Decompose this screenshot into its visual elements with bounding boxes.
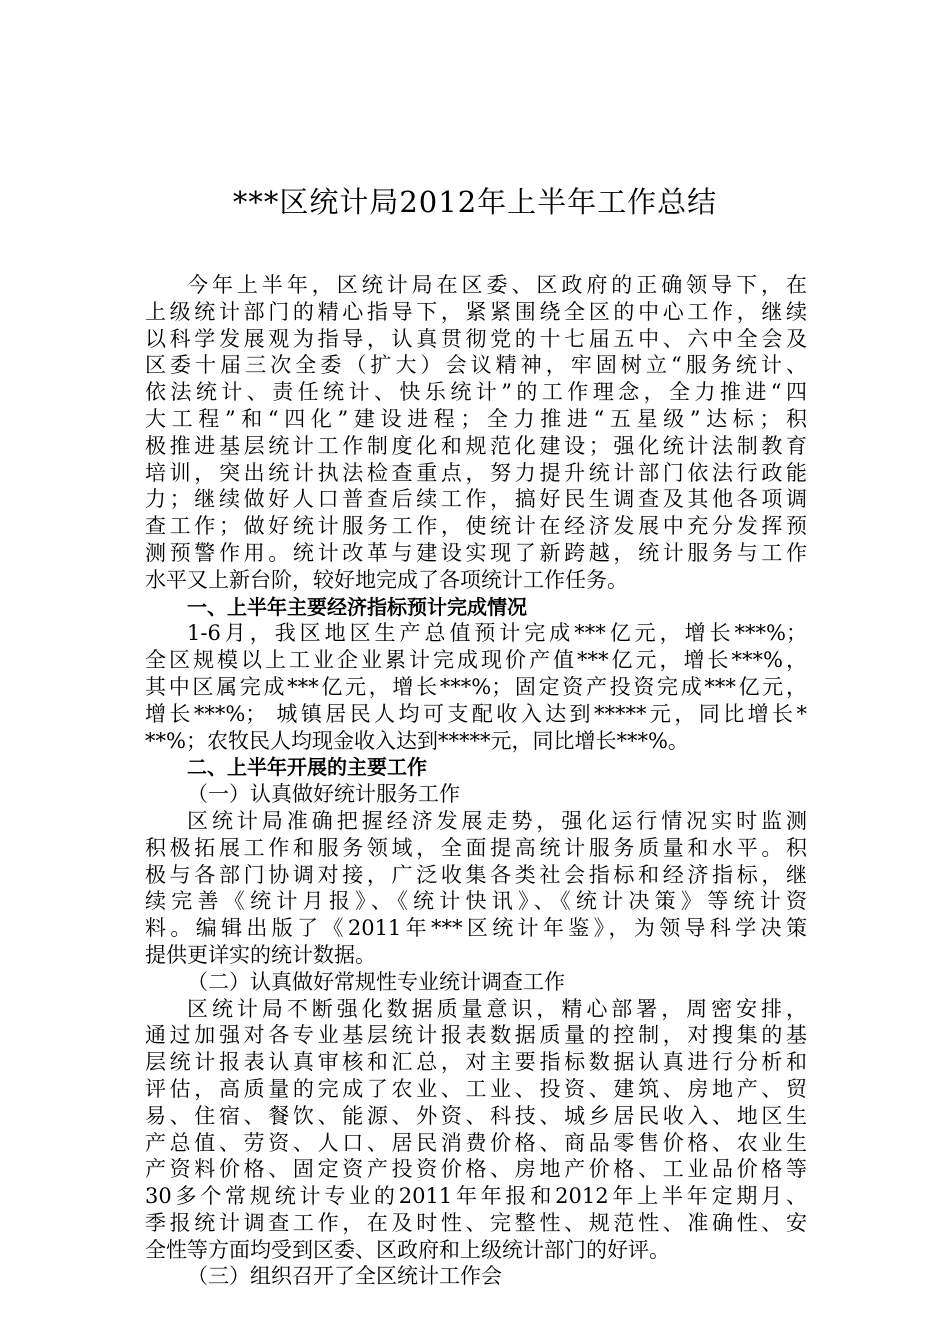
subsection-heading: （三）组织召开了全区统计工作会: [187, 1264, 502, 1289]
intro-line: 依法统计、责任统计、快乐统计”的工作理念，全力推进“四: [145, 380, 807, 405]
section1-line: 全区规模以上工业企业累计完成现价产值***亿元，增长***%，: [145, 648, 807, 673]
intro-line: 力；继续做好人口普查后续工作，搞好民生调查及其他各项调: [145, 487, 807, 512]
intro-line: 查工作；做好统计服务工作，使统计在经济发展中充分发挥预: [145, 514, 807, 539]
sub1-line: 提供更详实的统计数据。: [145, 942, 376, 967]
section1-line: 1-6月，我区地区生产总值预计完成***亿元，增长***%；: [187, 621, 807, 646]
sub2-line: 产总值、劳资、人口、居民消费价格、商品零售价格、农业生: [145, 1130, 807, 1155]
sub2-line: 季报统计调查工作，在及时性、完整性、规范性、准确性、安: [145, 1210, 807, 1235]
intro-line: 今年上半年，区统计局在区委、区政府的正确领导下，在: [187, 273, 807, 297]
sub1-line: 积极拓展工作和服务领域，全面提高统计服务质量和水平。积: [145, 835, 807, 860]
sub2-line: 层统计报表认真审核和汇总，对主要指标数据认真进行分析和: [145, 1050, 807, 1075]
sub1-line: 区统计局准确把握经济发展走势，强化运行情况实时监测: [187, 808, 807, 833]
subsection-heading: （二）认真做好常规性专业统计调查工作: [187, 969, 565, 994]
intro-line: 水平又上新台阶，较好地完成了各项统计工作任务。: [145, 567, 628, 592]
document-body: [145, 272, 807, 1290]
sub1-line: 续完善《统计月报》、《统计快讯》、《统计决策》等统计资: [145, 889, 807, 914]
sub2-line: 易、住宿、餐饮、能源、外资、科技、城乡居民收入、地区生: [145, 1103, 807, 1128]
intro-line: 以科学发展观为指导，认真贯彻党的十七届五中、六中全会及: [145, 326, 807, 351]
section1-line: 其中区属完成***亿元，增长***%；固定资产投资完成***亿元，: [145, 674, 807, 699]
section-heading: 一、上半年主要经济指标预计完成情况: [187, 594, 527, 619]
sub1-line: 极与各部门协调对接，广泛收集各类社会指标和经济指标，继: [145, 862, 807, 887]
intro-line: 上级统计部门的精心指导下，紧紧围绕全区的中心工作，继续: [145, 299, 807, 324]
section-heading: 二、上半年开展的主要工作: [187, 755, 427, 780]
intro-line: 测预警作用。统计改革与建设实现了新跨越，统计服务与工作: [145, 540, 807, 565]
sub2-line: 全性等方面均受到区委、区政府和上级统计部门的好评。: [145, 1237, 670, 1262]
intro-line: 培训，突出统计执法检查重点，努力提升统计部门依法行政能: [145, 460, 807, 485]
sub2-line: 区统计局不断强化数据质量意识，精心部署，周密安排，: [187, 996, 807, 1021]
sub2-line: 30多个常规统计专业的2011年年报和2012年上半年定期月、: [145, 1184, 807, 1209]
document-title: ***区统计局2012年上半年工作总结: [232, 185, 718, 219]
intro-line: 大工程”和“四化”建设进程；全力推进“五星级”达标；积: [145, 406, 807, 431]
sub1-line: 料。编辑出版了《2011年***区统计年鉴》，为领导科学决策: [145, 916, 807, 941]
sub2-line: 通过加强对各专业基层统计报表数据质量的控制，对搜集的基: [145, 1023, 807, 1048]
sub2-line: 评估，高质量的完成了农业、工业、投资、建筑、房地产、贸: [145, 1076, 807, 1101]
intro-line: 极推进基层统计工作制度化和规范化建设；强化统计法制教育: [145, 433, 807, 458]
section1-line: 增长***%； 城镇居民人均可支配收入达到*****元，同比增长*: [145, 701, 807, 726]
section1-line: **%；农牧民人均现金收入达到*****元，同比增长***%。: [145, 728, 689, 753]
intro-line: 区委十届三次全委（扩大）会议精神，牢固树立“服务统计、: [145, 353, 807, 378]
subsection-heading: （一）认真做好统计服务工作: [187, 782, 460, 807]
sub2-line: 产资料价格、固定资产投资价格、房地产价格、工业品价格等: [145, 1157, 807, 1182]
